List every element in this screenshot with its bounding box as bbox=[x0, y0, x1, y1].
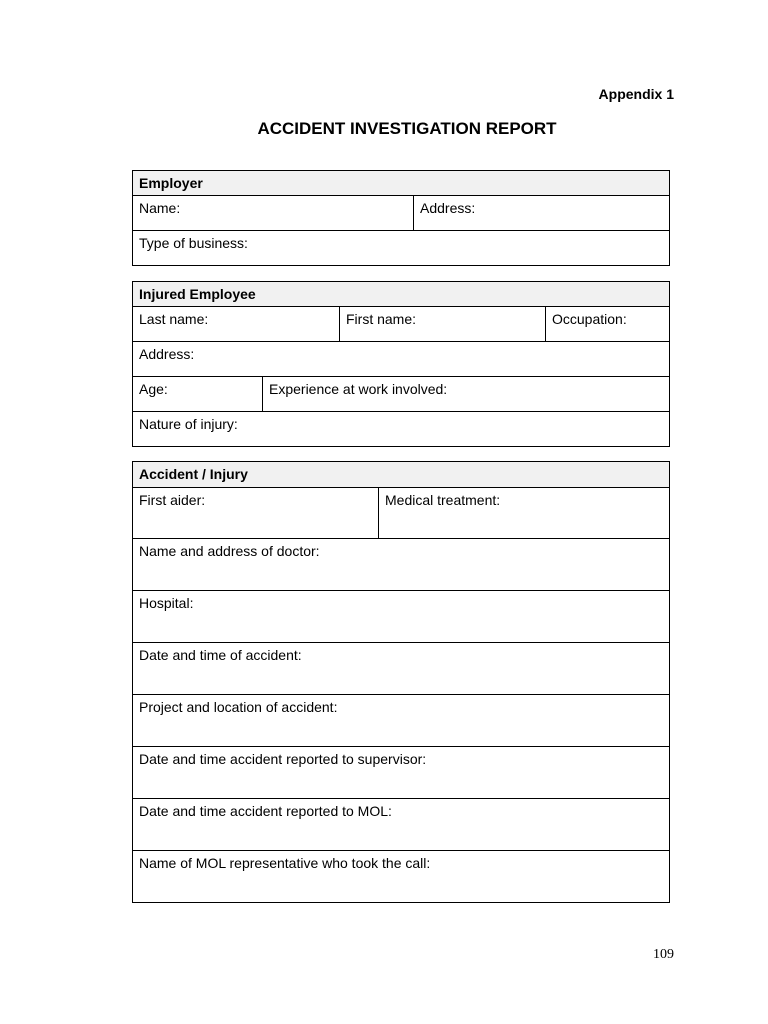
mol-representative-field[interactable]: Name of MOL representative who took the call: bbox=[139, 855, 431, 871]
employer-header: Employer bbox=[133, 171, 669, 195]
page-number: 109 bbox=[653, 947, 674, 962]
injured-employee-header: Injured Employee bbox=[133, 282, 669, 306]
first-aider-field[interactable]: First aider: bbox=[139, 492, 206, 508]
experience-field[interactable]: Experience at work involved: bbox=[262, 377, 669, 411]
medical-treatment-field[interactable]: Medical treatment: bbox=[378, 488, 669, 538]
project-location-field[interactable]: Project and location of accident: bbox=[139, 699, 338, 715]
page-title: ACCIDENT INVESTIGATION REPORT bbox=[257, 119, 557, 138]
nature-of-injury-field[interactable]: Nature of injury: bbox=[139, 416, 238, 432]
accident-injury-header: Accident / Injury bbox=[133, 462, 669, 487]
accident-injury-section bbox=[132, 461, 670, 903]
employer-section bbox=[132, 170, 670, 266]
hospital-field[interactable]: Hospital: bbox=[139, 595, 194, 611]
appendix-label: Appendix 1 bbox=[598, 86, 674, 102]
last-name-field[interactable]: Last name: bbox=[139, 311, 209, 327]
accident-date-time-field[interactable]: Date and time of accident: bbox=[139, 647, 302, 663]
age-field[interactable]: Age: bbox=[139, 381, 168, 397]
injured-employee-section bbox=[132, 281, 670, 447]
reported-mol-field[interactable]: Date and time accident reported to MOL: bbox=[139, 803, 392, 819]
first-name-field[interactable]: First name: bbox=[339, 307, 545, 341]
employer-name-field[interactable]: Name: bbox=[139, 200, 181, 216]
reported-supervisor-field[interactable]: Date and time accident reported to supervisor: bbox=[139, 751, 427, 767]
employee-address-field[interactable]: Address: bbox=[139, 346, 195, 362]
type-of-business-field[interactable]: Type of business: bbox=[139, 235, 248, 251]
employer-address-field[interactable]: Address: bbox=[413, 196, 669, 230]
doctor-field[interactable]: Name and address of doctor: bbox=[139, 543, 320, 559]
occupation-field[interactable]: Occupation: bbox=[545, 307, 669, 341]
